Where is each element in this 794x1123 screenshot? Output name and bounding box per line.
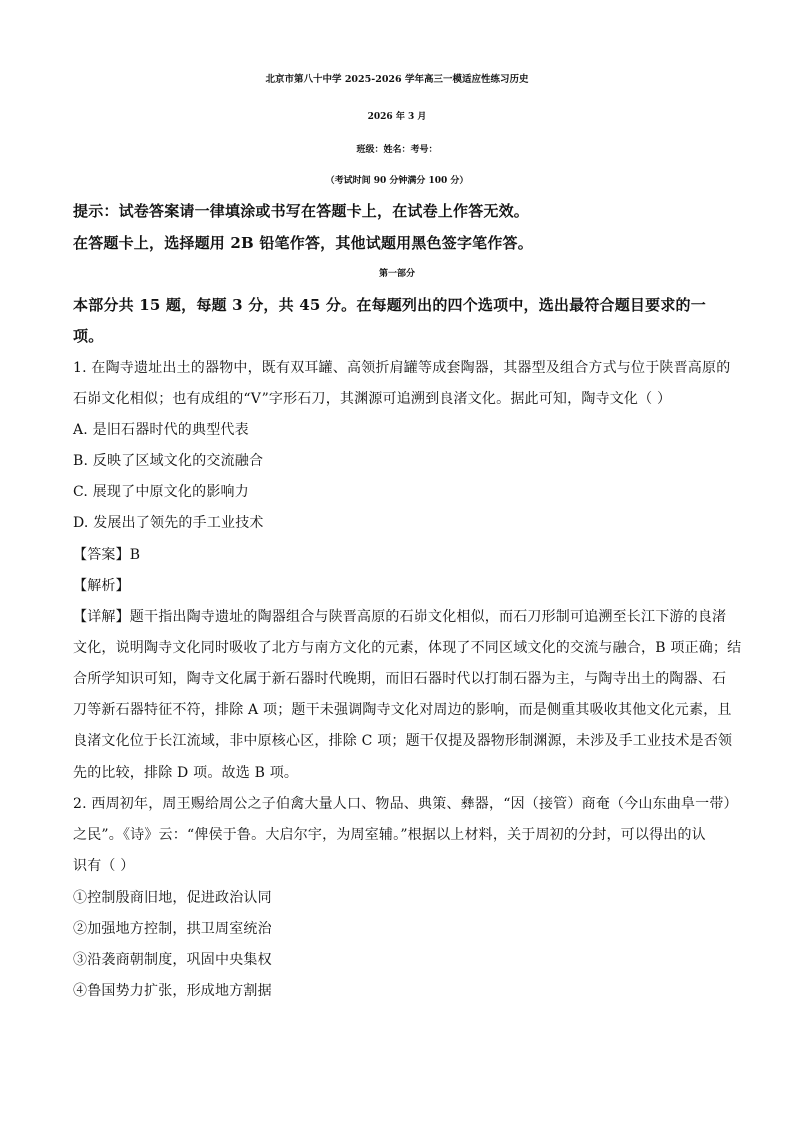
q1-detail-line-3: 合所学知识可知，陶寺文化属于新石器时代晚期，而旧石器时代以打制石器为主，与陶寺出土的陶器、石 [73, 671, 727, 687]
q2-item-4: ④鲁国势力扩张，形成地方割据 [73, 983, 272, 999]
exam-time-note: （考试时间 90 分钟满分 100 分） [325, 176, 469, 186]
q2-stem-line-2: 之民”。《诗》云：“俾侯于鲁。大启尔宇，为周室辅。”根据以上材料，关于周初的分封，可以得出的认 [73, 827, 706, 843]
q1-detail-line-6: 先的比较，排除 D 项。故选 B 项。 [73, 765, 299, 781]
part-instructions-line-2: 项。 [73, 327, 104, 345]
q2-item-1: ①控制殷商旧地，促进政治认同 [73, 890, 272, 906]
q1-detail-line-1: 【详解】题干指出陶寺遗址的陶器组合与陕晋高原的石峁文化相似，而石刀形制可追溯至长江下游的良渚 [73, 609, 727, 625]
q1-detail-line-4: 刀等新石器特征不符，排除 A 项；题干未强调陶寺文化对周边的影响，而是侧重其吸收其他文化元素，且 [73, 702, 732, 718]
q1-option-d: D. 发展出了领先的手工业技术 [73, 515, 264, 531]
q2-item-3: ③沿袭商朝制度，巩固中央集权 [73, 952, 272, 968]
q1-option-a: A. 是旧石器时代的典型代表 [73, 422, 249, 438]
q2-stem-line-1: 2. 西周初年，周王赐给周公之子伯禽大量人口、物品、典策、彝器，“因（接管）商奄（今山东曲阜一带） [73, 796, 738, 812]
exam-date: 2026 年 3 月 [367, 112, 427, 122]
q2-stem-line-3: 识有（ ） [73, 858, 135, 874]
q2-item-2: ②加强地方控制，拱卫周室统治 [73, 921, 272, 937]
notice-line-2: 在答题卡上，选择题用 2B 铅笔作答，其他试题用黑色签字笔作答。 [73, 234, 533, 252]
q1-analysis-label: 【解析】 [73, 578, 130, 594]
q1-answer: 【答案】B [73, 547, 141, 563]
q1-detail-line-2: 文化，说明陶寺文化同时吸收了北方与南方文化的元素，体现了不同区域文化的交流与融合，B 项正确；结 [73, 640, 742, 656]
student-info-line: 班级：姓名：考号： [356, 145, 438, 155]
q1-option-c: C. 展现了中原文化的影响力 [73, 484, 249, 500]
notice-line-1: 提示：试卷答案请一律填涂或书写在答题卡上，在试卷上作答无效。 [73, 202, 530, 220]
q1-stem-line-1: 1. 在陶寺遗址出土的器物中，既有双耳罐、高领折肩罐等成套陶器，其器型及组合方式与位于陕晋高原的 [73, 360, 731, 376]
q1-detail-line-5: 良渚文化位于长江流域，非中原核心区，排除 C 项；题干仅提及器物形制渊源，未涉及手工业技术是否领 [73, 733, 733, 749]
part-heading: 第一部分 [378, 269, 415, 279]
exam-title: 北京市第八十中学 2025-2026 学年高三一模适应性练习历史 [265, 74, 529, 85]
q1-option-b: B. 反映了区域文化的交流融合 [73, 453, 264, 469]
part-instructions-line-1: 本部分共 15 题，每题 3 分，共 45 分。在每题列出的四个选项中，选出最符合题目要求的一 [73, 296, 706, 314]
q1-stem-line-2: 石峁文化相似；也有成组的“V”字形石刀，其渊源可追溯到良渚文化。据此可知，陶寺文化（ ） [73, 391, 672, 407]
